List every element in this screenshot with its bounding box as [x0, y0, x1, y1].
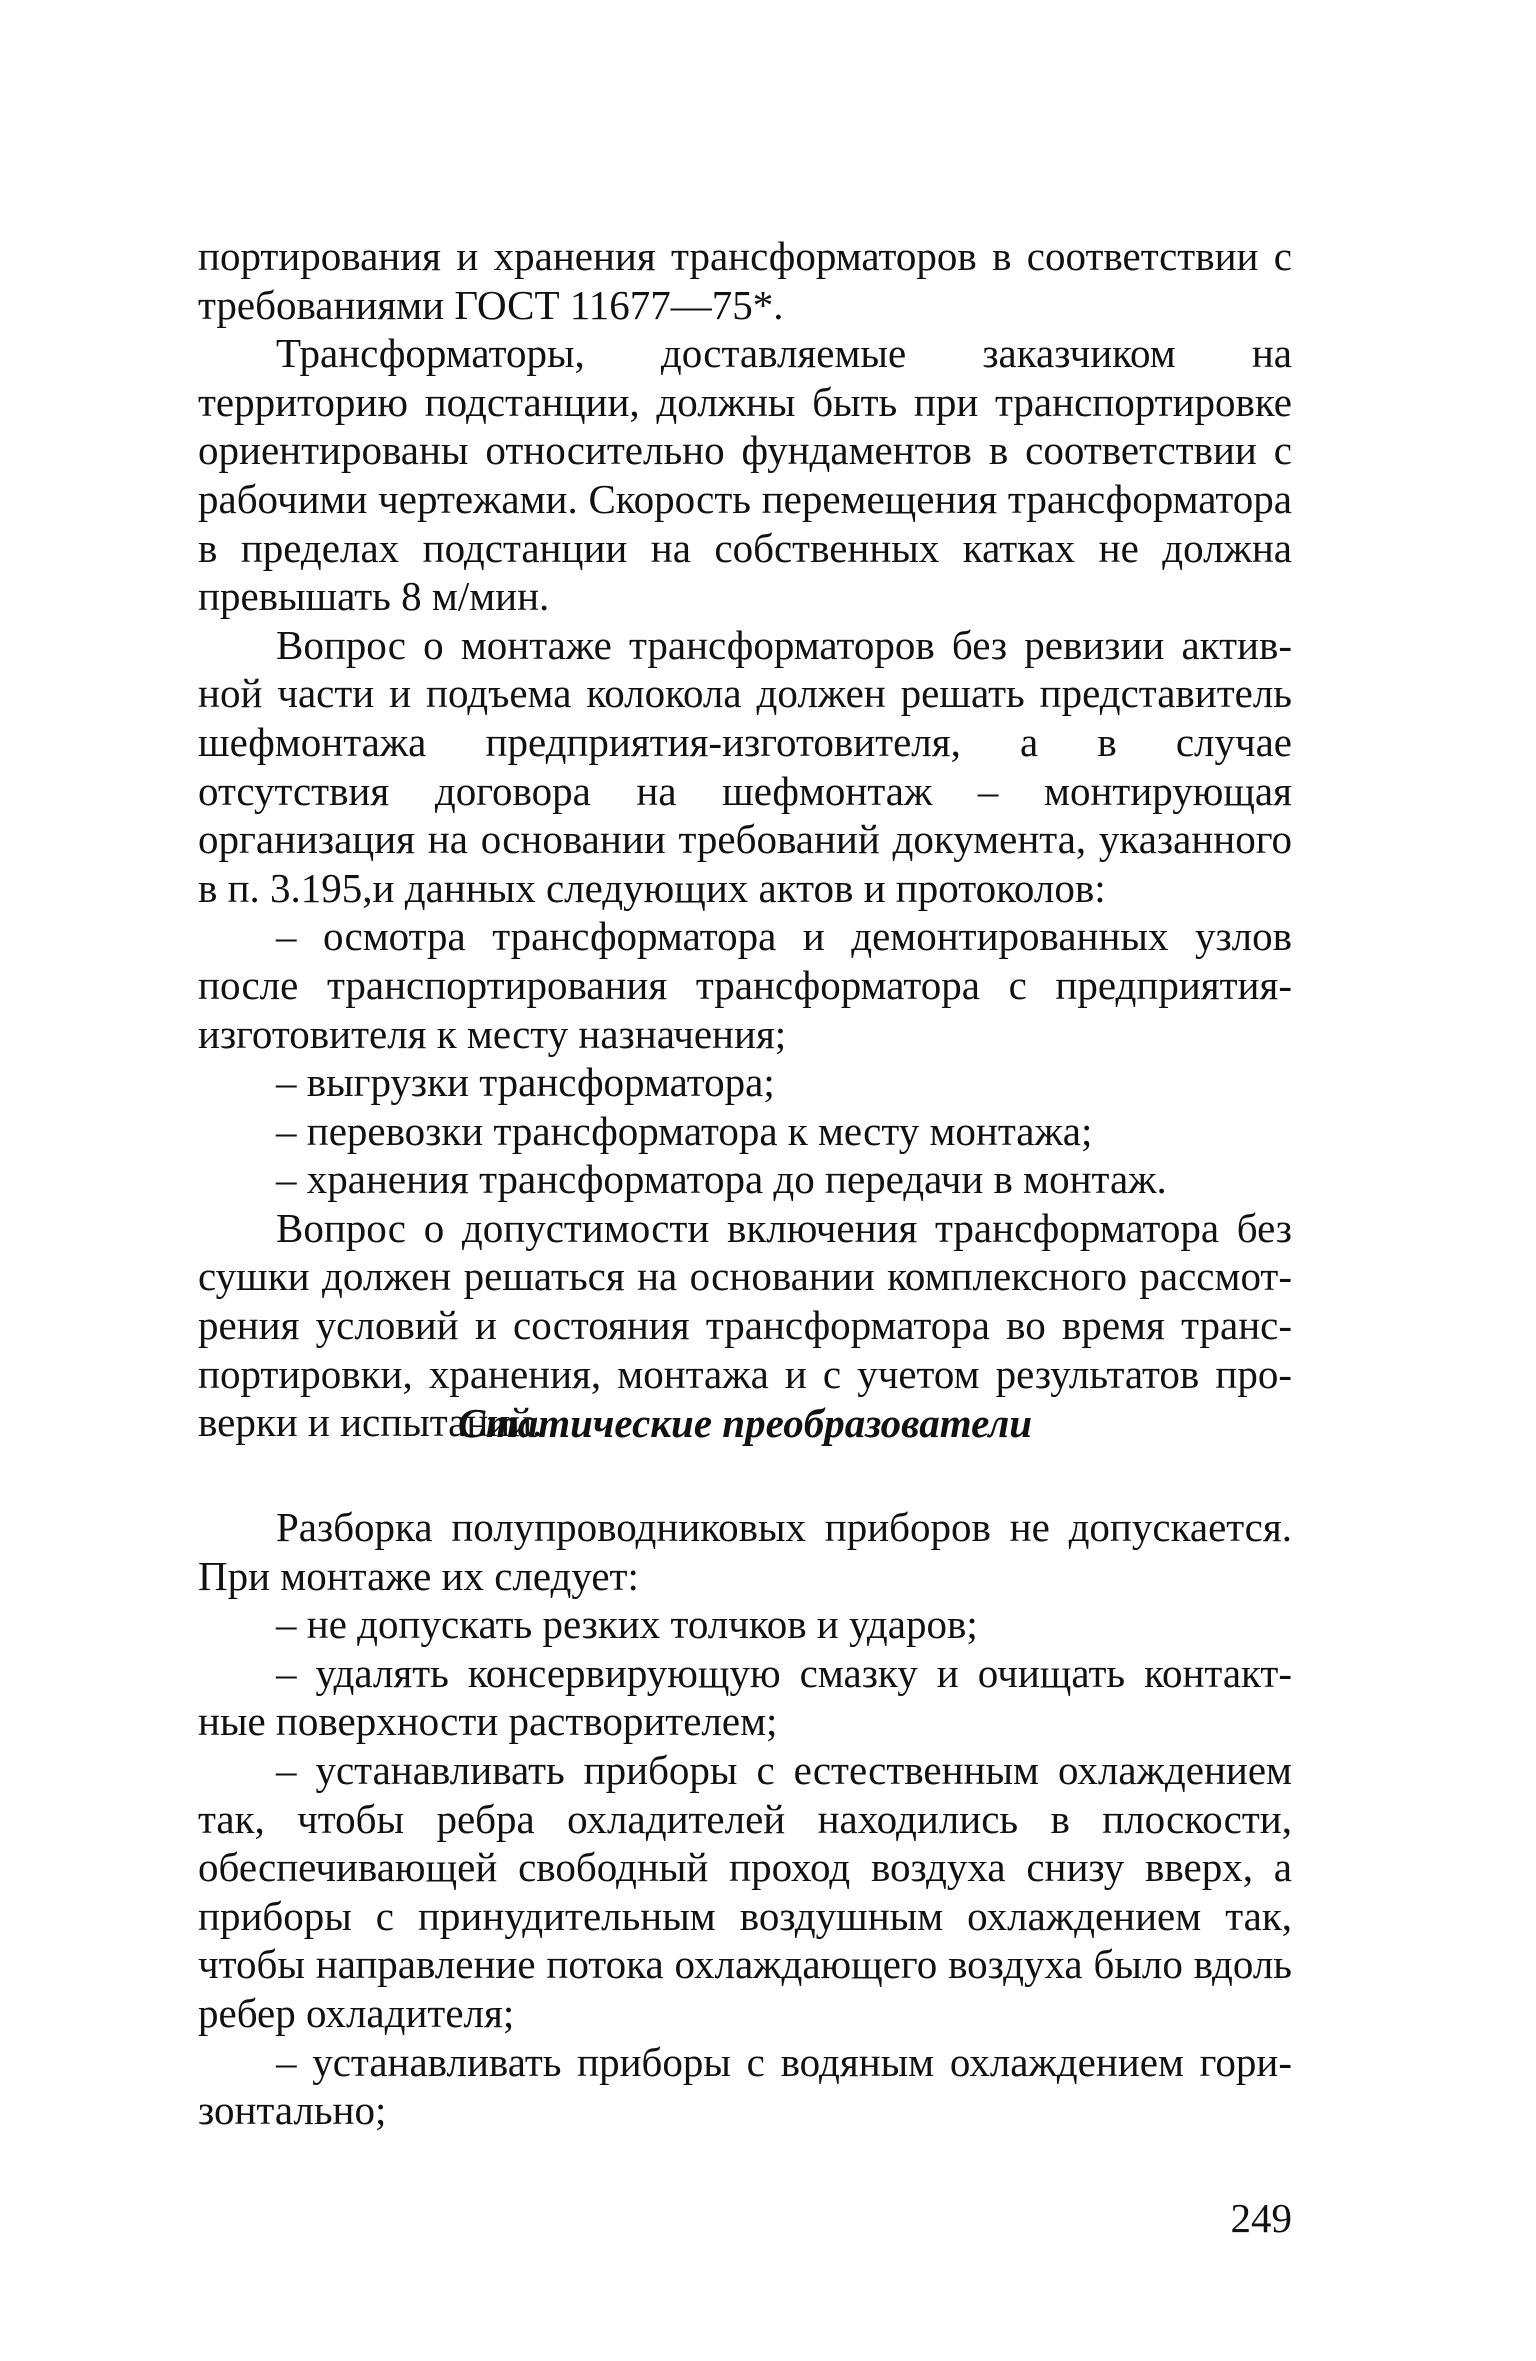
body-text-section-1	[198, 232, 1292, 1447]
page-number: 249	[1230, 2195, 1292, 2241]
paragraph-installation-without-revision: Вопрос о монтаже трансформаторов без ревизии активной части и подъема колокола должен решать представитель шефмонтажа предприятия-изготовителя, а в случае отсутствия договора на шефмонтаж – монтирующая организация на основании требований документа, указанного в п. 3.195,и данных следующих актов и протоколов:	[198, 621, 1292, 911]
paragraph-continuation: портирования и хранения трансформаторов в соответствии с требованиями ГОСТ 11677—75*.	[198, 233, 1292, 328]
list-item-transportation: – перевозки трансформатора к месту монтажа;	[276, 1107, 1093, 1154]
list-item-air-cooling: – устанавливать приборы с естественным охлаждением так, чтобы ребра охладителей находились в плоскости, обеспечивающей свободный проход воздуха снизу вверх, а приборы с принудительным воздушным охлаждением так, чтобы направление потока охлаждающего воздуха было вдоль ребер охладителя;	[198, 1746, 1292, 2036]
paragraph-transport-orientation: Трансформаторы, доставляемые заказчиком на территорию подстанции, должны быть при транспортировке ориентированы относительно фундаментов в соответствии с рабочими чертежами. Скорость перемещения трансформатора в пределах подстанции на собственных катках не должна превышать 8 м/мин.	[198, 330, 1292, 620]
body-text-section-2	[198, 1503, 1292, 2135]
list-item-unloading: – выгрузки трансформатора;	[276, 1059, 775, 1106]
list-item-water-cooling: – устанавливать приборы с водяным охлаждением горизонтально;	[198, 2038, 1292, 2134]
paragraph-disassembly-prohibited: Разборка полупроводниковых приборов не допускается. При монтаже их следует:	[198, 1504, 1292, 1599]
paragraph-switching-without-drying: Вопрос о допустимости включения трансформатора без сушки должен решаться на основании комплексного рассмотрения условий и состояния трансформатора во время транспортировки, хранения, монтажа и с учетом результатов проверки и испытаний.	[198, 1204, 1292, 1446]
list-item-inspection: – осмотра трансформатора и демонтированных узлов после транспортирования трансформатора с предприятия-изготовителя к месту назначения;	[198, 913, 1292, 1057]
list-item-remove-grease: – удалять консервирующую смазку и очищать контактные поверхности растворителем;	[198, 1649, 1292, 1745]
section-heading: Статические преобразователи	[457, 1400, 1033, 1446]
list-item-storage: – хранения трансформатора до передачи в монтаж.	[276, 1156, 1167, 1203]
list-item-no-shocks: – не допускать резких толчков и ударов;	[276, 1601, 978, 1648]
